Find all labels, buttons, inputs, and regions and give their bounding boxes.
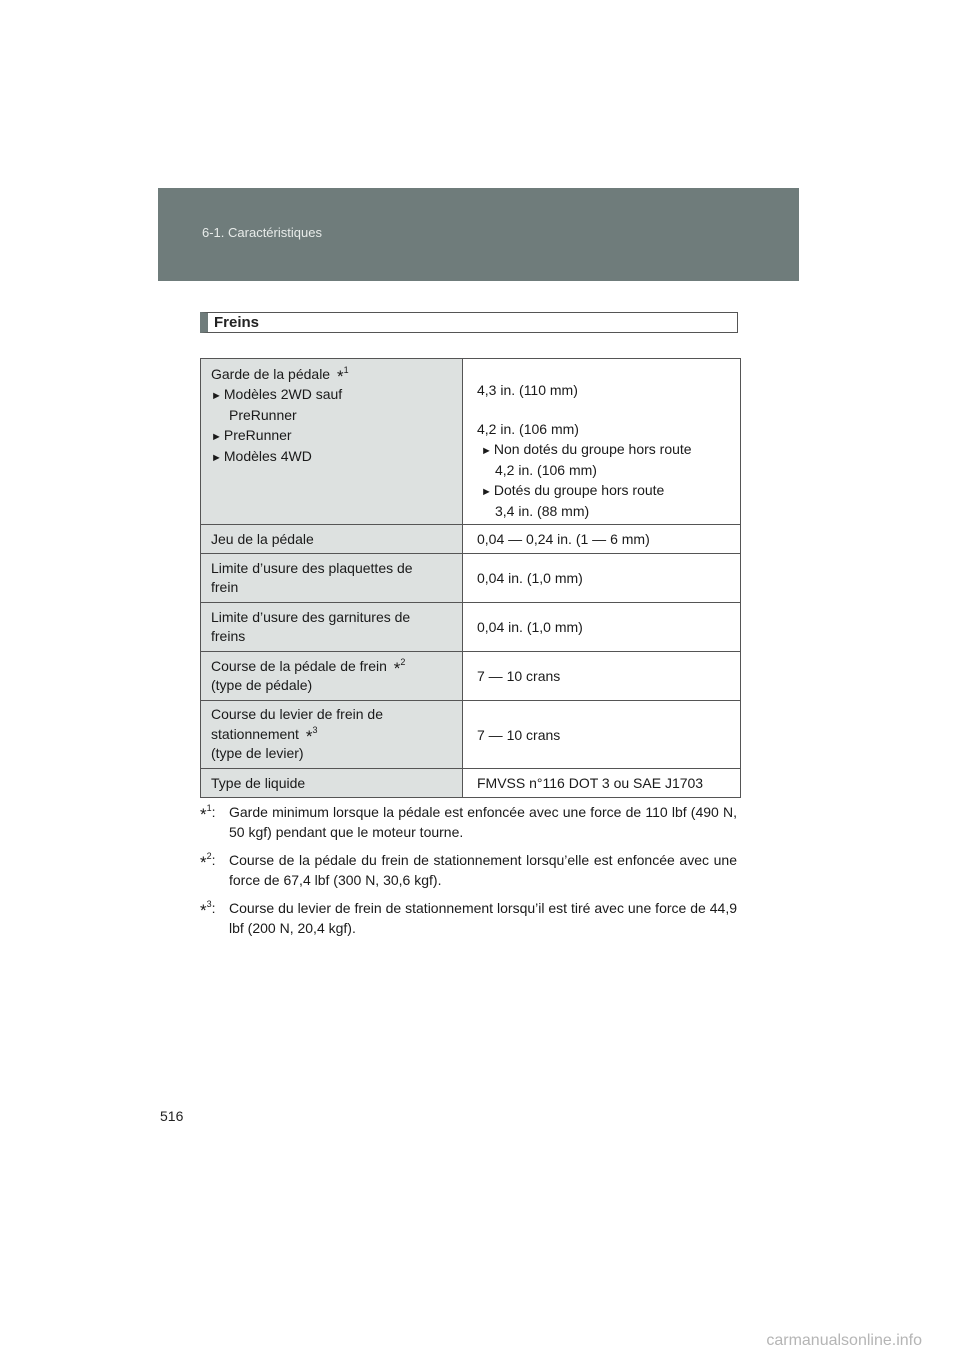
row-label: Jeu de la pédale [201,525,463,554]
section-title-box [200,312,738,333]
row-value: 7 — 10 crans [463,701,741,769]
row-value: 0,04 — 0,24 in. (1 — 6 mm) [463,525,741,554]
triangle-right-icon: ► [211,452,222,464]
footnote-marker: *$^3$: [200,899,216,920]
asterisk-icon: * [200,805,207,824]
section-title: Freins [214,314,260,331]
row-label: Type de liquide [201,769,463,798]
watermark: carmanualsonline.info [766,1332,922,1349]
footnotes [200,802,737,946]
table-row [201,359,741,525]
chapter-header [158,188,799,281]
asterisk-icon: * [200,901,207,920]
triangle-right-icon: ► [211,430,222,443]
section-breadcrumb: 6-1. Caractéristiques [202,225,322,240]
row-label: Limite d’usure des plaquettes de frein [201,554,463,603]
table-row [201,525,741,554]
footnote-text: Course du levier de frein de stationnement lorsqu’il est tiré avec une force de 44,9 lbf (200 N, 20,4 kgf). [229,900,737,936]
footnote [200,802,737,842]
table-row [201,701,741,769]
row-label: Course du levier de frein de stationnement *$^3$ (type de levier) [201,701,463,769]
footnote [200,898,737,938]
row-label: Limite d’usure des garnitures de freins [201,603,463,652]
row-value: 7 — 10 crans [463,652,741,701]
asterisk-icon: * [305,726,313,746]
page-number: 516 [160,1108,184,1124]
footnote-text: Garde minimum lorsque la pédale est enfoncée avec une force de 110 lbf (490 N, 50 kgf) pendant que le moteur tourne. [229,804,737,840]
footnote-text: Course de la pédale du frein de stationnement lorsqu’elle est enfoncée avec une force de 67,4 lbf (300 N, 30,6 kgf). [229,852,737,888]
triangle-right-icon: ► [211,389,222,402]
table-row [201,554,741,603]
row-label: Course de la pédale de frein *$^2$ (type de pédale) [201,652,463,701]
asterisk-icon: * [393,658,401,678]
row-value: 4,3 in. (110 mm) 4,2 in. (106 mm) ► Non dotés du groupe hors route 4,2 in. (106 mm) ► Dotés du groupe hors route 3,4 in. (88 mm) [463,359,741,525]
row-value: 0,04 in. (1,0 mm) [463,554,741,603]
triangle-right-icon: ► [481,485,492,498]
row-value: 0,04 in. (1,0 mm) [463,603,741,652]
brakes-spec-table [200,358,741,798]
asterisk-icon: * [336,367,344,386]
footnote [200,850,737,890]
row-value: FMVSS n°116 DOT 3 ou SAE J1703 [463,769,741,798]
footnote-marker: *$^1$: [200,803,216,824]
table-row [201,652,741,701]
table-row [201,769,741,798]
footnote-marker: *$^2$: [200,851,216,872]
row-label: Garde de la pédale *$^1$ ► Modèles 2WD sauf PreRunner ► PreRunner ► Modèles 4WD [201,359,463,525]
table-row [201,603,741,652]
asterisk-icon: * [200,853,207,872]
triangle-right-icon: ► [481,444,492,457]
